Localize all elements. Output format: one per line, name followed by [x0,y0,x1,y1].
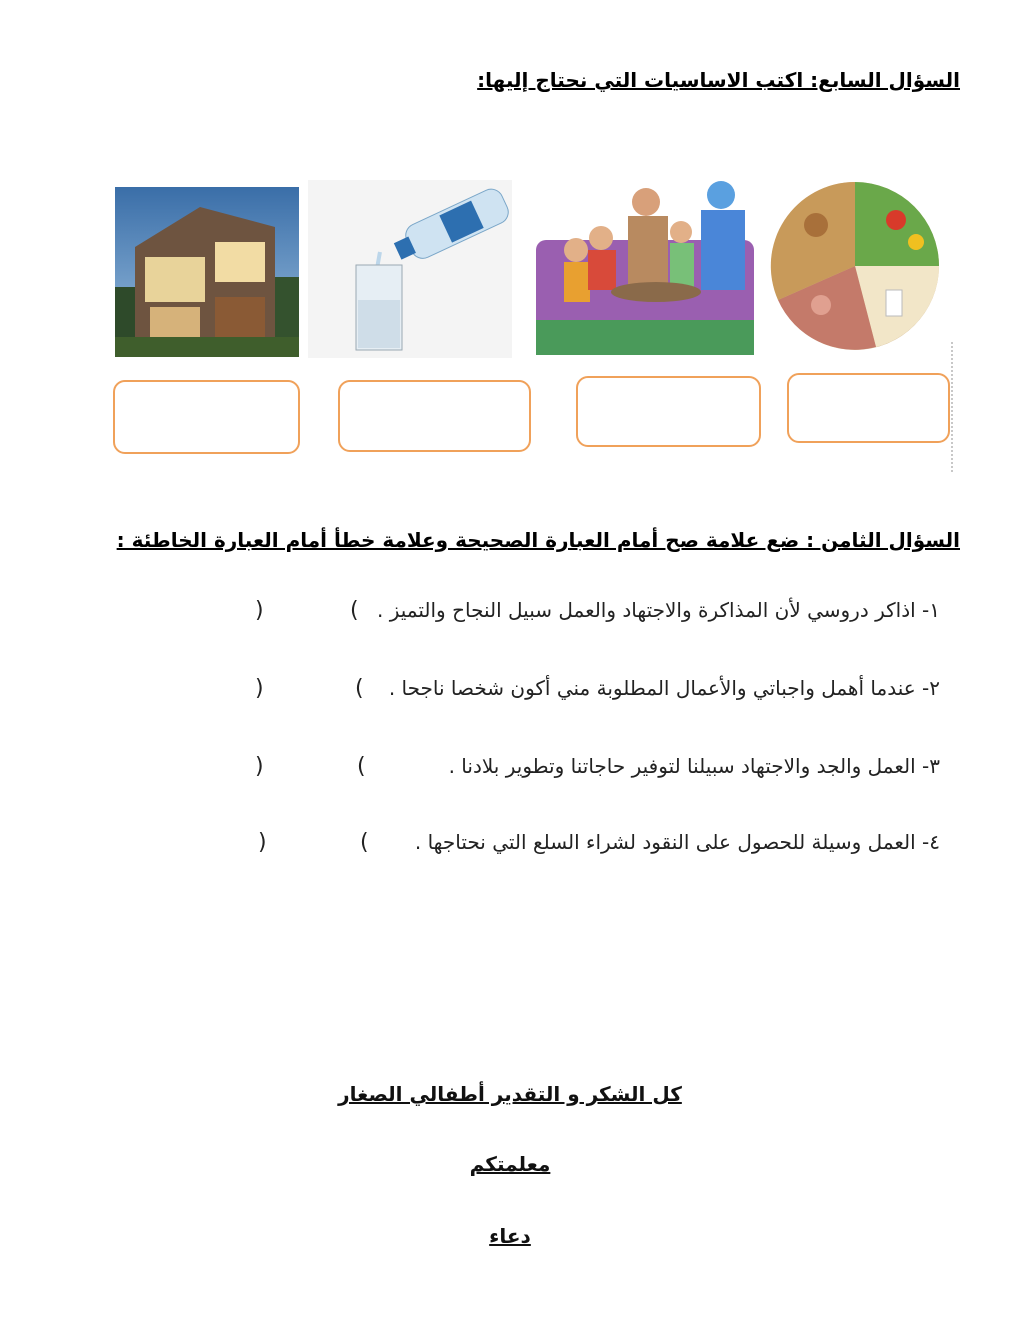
statement-text: ٣- العمل والجد والاجتهاد سبيلنا لتوفير حاجاتنا وتطوير بلادنا . [448,754,940,778]
water-image [308,180,512,358]
q8-heading: السؤال الثامن : ضع علامة صح أمام العبارة الصحيحة وعلامة خطأ أمام العبارة الخاطئة : [116,528,960,552]
answer-box-water[interactable] [338,380,531,452]
teacher-label: معلمتكم [469,1152,551,1176]
answer-box-food[interactable] [787,373,950,443]
answer-box-house[interactable] [113,380,300,454]
statement-row [250,754,940,794]
answer-close-paren: ) [255,676,264,701]
food-image [766,180,944,352]
family-image [536,180,754,355]
margin-dotted-line [951,342,953,472]
house-image [115,187,299,357]
closing-thanks: كل الشكر و التقدير أطفالي الصغار [338,1082,682,1106]
statement-text: ٢- عندما أهمل واجباتي والأعمال المطلوبة مني أكون شخصا ناجحا . [388,676,940,700]
answer-box-family[interactable] [576,376,761,447]
answer-close-paren: ) [255,598,264,623]
teacher-name: دعاء [489,1224,531,1248]
statement-text: ٤- العمل وسيلة للحصول على النقود لشراء السلع التي نحتاجها . [414,830,940,854]
q7-heading: السؤال السابع: اكتب الاساسيات التي نحتاج إليها: [477,68,960,92]
statement-text: ١- اذاكر دروسي لأن المذاكرة والاجتهاد والعمل سبيل النجاح والتميز . [377,598,940,622]
answer-open-paren[interactable]: ( [357,754,366,779]
answer-close-paren: ) [258,830,267,855]
answer-open-paren[interactable]: ( [360,830,369,855]
statement-row [250,676,940,716]
answer-open-paren[interactable]: ( [355,676,364,701]
statement-row [250,830,940,870]
answer-open-paren[interactable]: ( [350,598,359,623]
answer-close-paren: ) [255,754,264,779]
statement-row [250,598,940,638]
